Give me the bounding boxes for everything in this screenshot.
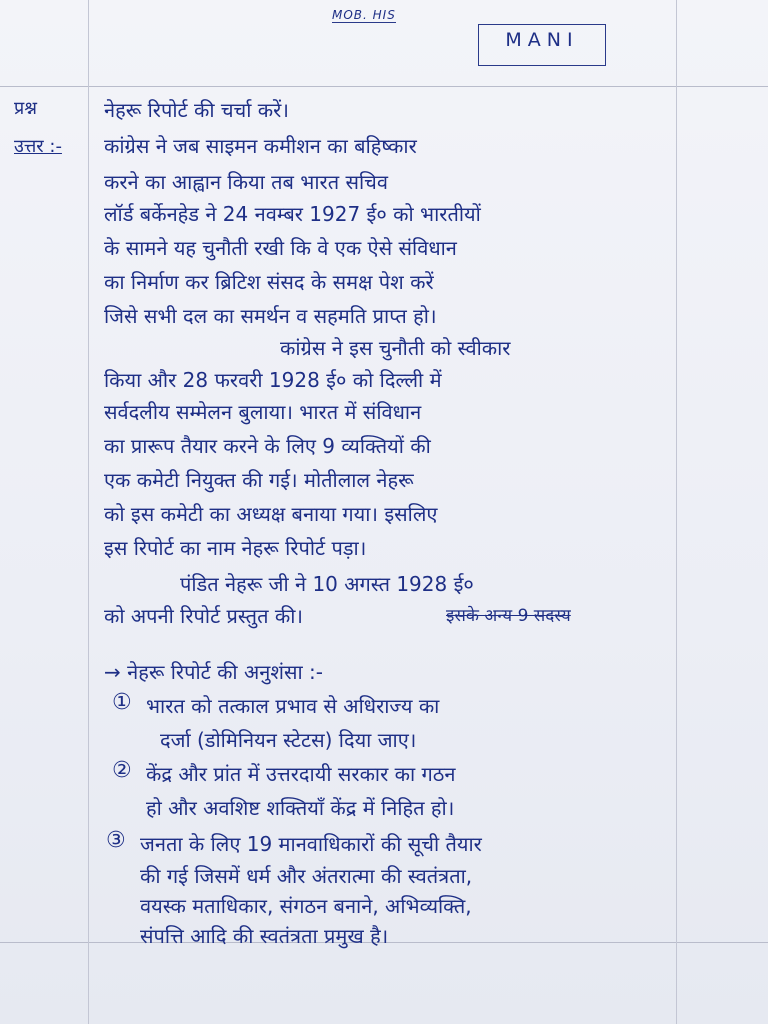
answer-line: का निर्माण कर ब्रिटिश संसद के समक्ष पेश करें	[104, 270, 434, 294]
answer-line: किया और 28 फरवरी 1928 ई० को दिल्ली में	[104, 368, 442, 392]
answer-line: कांग्रेस ने इस चुनौती को स्वीकार	[280, 336, 511, 360]
ruled-line	[0, 86, 768, 87]
item-number: ①	[112, 690, 132, 715]
answer-line: लॉर्ड बर्केनहेड ने 24 नवम्बर 1927 ई० को भारतीयों	[104, 202, 481, 226]
answer-line: इस रिपोर्ट का नाम नेहरू रिपोर्ट पड़ा।	[104, 536, 367, 560]
margin-line	[88, 0, 89, 1024]
answer-line: करने का आह्वान किया तब भारत सचिव	[104, 170, 388, 194]
question-text: नेहरू रिपोर्ट की चर्चा करें।	[104, 98, 289, 122]
name-box: MANI	[478, 24, 606, 66]
answer-line: पंडित नेहरू जी ने 10 अगस्त 1928 ई०	[180, 572, 474, 596]
answer-line: का प्रारूप तैयार करने के लिए 9 व्यक्तियों की	[104, 434, 431, 458]
recommendation-line: भारत को तत्काल प्रभाव से अधिराज्य का	[146, 694, 440, 718]
recommendation-line: दर्जा (डोमिनियन स्टेटस) दिया जाए।	[160, 728, 417, 752]
answer-line: एक कमेटी नियुक्त की गई। मोतीलाल नेहरू	[104, 468, 414, 492]
answer-line: कांग्रेस ने जब साइमन कमीशन का बहिष्कार	[104, 134, 417, 158]
answer-line: को इस कमेटी का अध्यक्ष बनाया गया। इसलिए	[104, 502, 438, 526]
recommendation-line: जनता के लिए 19 मानवाधिकारों की सूची तैयार	[140, 832, 482, 856]
recommendation-line: केंद्र और प्रांत में उत्तरदायी सरकार का गठन	[146, 762, 456, 786]
answer-label: उत्तर :-	[14, 136, 62, 157]
answer-line: को अपनी रिपोर्ट प्रस्तुत की।	[104, 604, 303, 628]
answer-line: सर्वदलीय सम्मेलन बुलाया। भारत में संविधान	[104, 400, 422, 424]
answer-line: के सामने यह चुनौती रखी कि वे एक ऐसे संविधान	[104, 236, 457, 260]
recommendation-line: संपत्ति आदि की स्वतंत्रता प्रमुख है।	[140, 924, 389, 948]
margin-line	[676, 0, 677, 1024]
recommendation-line: वयस्क मताधिकार, संगठन बनाने, अभिव्यक्ति,	[140, 894, 472, 918]
item-number: ②	[112, 758, 132, 783]
item-number: ③	[106, 828, 126, 853]
answer-line: जिसे सभी दल का समर्थन व सहमति प्राप्त हो।	[104, 304, 437, 328]
question-label: प्रश्न	[14, 98, 37, 119]
struck-out-text: इसके अन्य 9 सदस्य	[446, 606, 571, 626]
recommendations-heading: → नेहरू रिपोर्ट की अनुशंसा :-	[104, 660, 323, 684]
recommendation-line: की गई जिसमें धर्म और अंतरात्मा की स्वतंत्रता,	[140, 864, 473, 888]
subject-label: MOB. HIS	[332, 8, 396, 22]
recommendation-line: हो और अवशिष्ट शक्तियाँ केंद्र में निहित हो।	[146, 796, 455, 820]
